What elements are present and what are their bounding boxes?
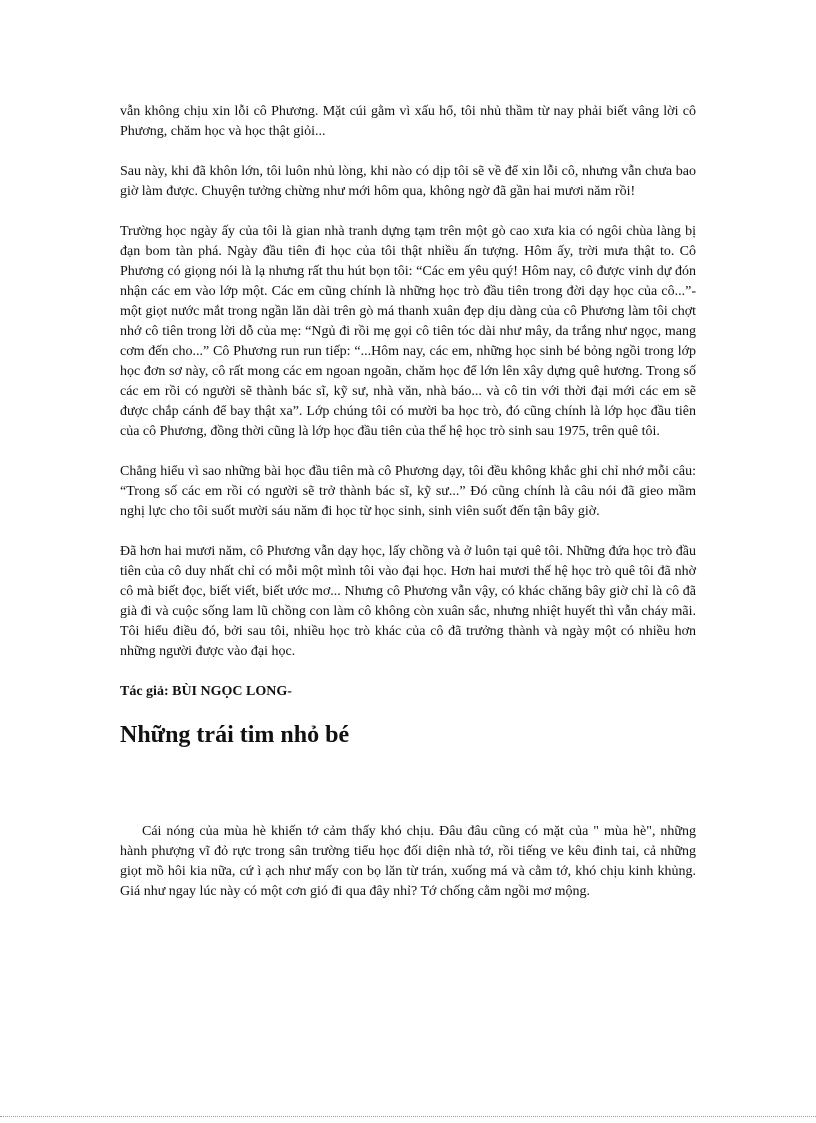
story-paragraph: Cái nóng của mùa hè khiến tớ cảm thấy khó chịu. Đâu đâu cũng có mặt của " mùa hè", những hành phượng vĩ đỏ rực trong sân trường tiểu học đối diện nhà tớ, rồi tiếng ve kêu đinh tai, cả những giọt mồ hôi kia nữa, cứ ì ạch như mấy con bọ lăn từ trán, xuống má và cằm tớ, khó chịu kinh khủng. Giá như ngay lúc này có một cơn gió đi qua đây nhỉ? Tớ chống cằm ngồi mơ mộng. [120,824,696,899]
story-title: Những trái tim nhỏ bé [120,722,350,748]
page-bottom-divider [0,1116,816,1117]
paragraph-5: Đã hơn hai mươi năm, cô Phương vẫn dạy học, lấy chồng và ở luôn tại quê tôi. Những đứa học trò đầu tiên của cô duy nhất chỉ có mỗi một mình tôi vào đại học. Hơn hai mươi thế hệ học trò quê tôi đã nhờ cô mà biết đọc, biết viết, biết ước mơ... Nhưng cô Phương vẫn vậy, có khác chăng bây giờ chỉ là cô đã già đi và cuộc sống lam lũ chồng con làm cô không còn xuân sắc, nhưng nhiệt huyết thì vẫn cháy mãi. Tôi hiểu điều đó, bởi sau tôi, nhiều học trò khác của cô đã trưởng thành và ngày một có nhiều hơn những người được vào đại học. [120,544,696,659]
paragraph-3: Trường học ngày ấy của tôi là gian nhà tranh dựng tạm trên một gò cao xưa kia có ngôi chùa làng bị đạn bom tàn phá. Ngày đầu tiên đi học của tôi thật nhiều ấn tượng. Hôm ấy, trời mưa thật to. Cô Phương có giọng nói là lạ nhưng rất thu hút bọn tôi: “Các em yêu quý! Hôm nay, cô được vinh dự đón nhận các em vào lớp một. Các em cũng chính là những học trò đầu tiên trong đời dạy học của cô...”- một giọt nước mắt trong ngần lăn dài trên gò má thanh xuân đẹp dịu dàng của cô Phương làm tôi chợt nhớ cô tiên trong lời dỗ của mẹ: “Ngủ đi rồi mẹ gọi cô tiên tóc dài như mây, da trắng như ngọc, mang cơm đến cho...” Cô Phương run run tiếp: “...Hôm nay, các em, những học sinh bé bỏng ngồi trong lớp học đơn sơ này, cô rất mong các em ngoan ngoãn, chăm học để lớn lên xây dựng quê hương. Trong số các em rồi có người sẽ thành bác sĩ, kỹ sư, nhà văn, nhà báo... và cô tin với thời đại mới các em sẽ được chắp cánh để bay thật xa”. Lớp chúng tôi có mười ba học trò, đó cũng chính là lớp học đầu tiên của cô Phương, đồng thời cũng là lớp học đầu tiên của thế hệ học trò sinh sau 1975, trên quê tôi. [120,224,696,439]
document-page [120,102,696,922]
paragraph-2: Sau này, khi đã khôn lớn, tôi luôn nhủ lòng, khi nào có dịp tôi sẽ về để xin lỗi cô, nhưng vẫn chưa bao giờ làm được. Chuyện tưởng chừng như mới hôm qua, không ngờ đã gần hai mươi năm rồi! [120,164,696,199]
author-name: BÙI NGỌC LONG- [172,684,292,699]
paragraph-4: Chẳng hiểu vì sao những bài học đầu tiên mà cô Phương dạy, tôi đều không khắc ghi chỉ nhớ mỗi câu: “Trong số các em rồi có người sẽ trở thành bác sĩ, kỹ sư...” Đó cũng chính là câu nói đã gieo mầm nghị lực cho tôi suốt mười sáu năm đi học từ học sinh, sinh viên suốt đến tận bây giờ. [120,464,696,519]
author-label: Tác giả: [120,684,169,699]
author-line [120,682,696,702]
paragraph-1: vẫn không chịu xin lỗi cô Phương. Mặt cúi gằm vì xấu hổ, tôi nhủ thầm từ nay phải biết vâng lời cô Phương, chăm học và học thật giỏi... [120,104,696,139]
